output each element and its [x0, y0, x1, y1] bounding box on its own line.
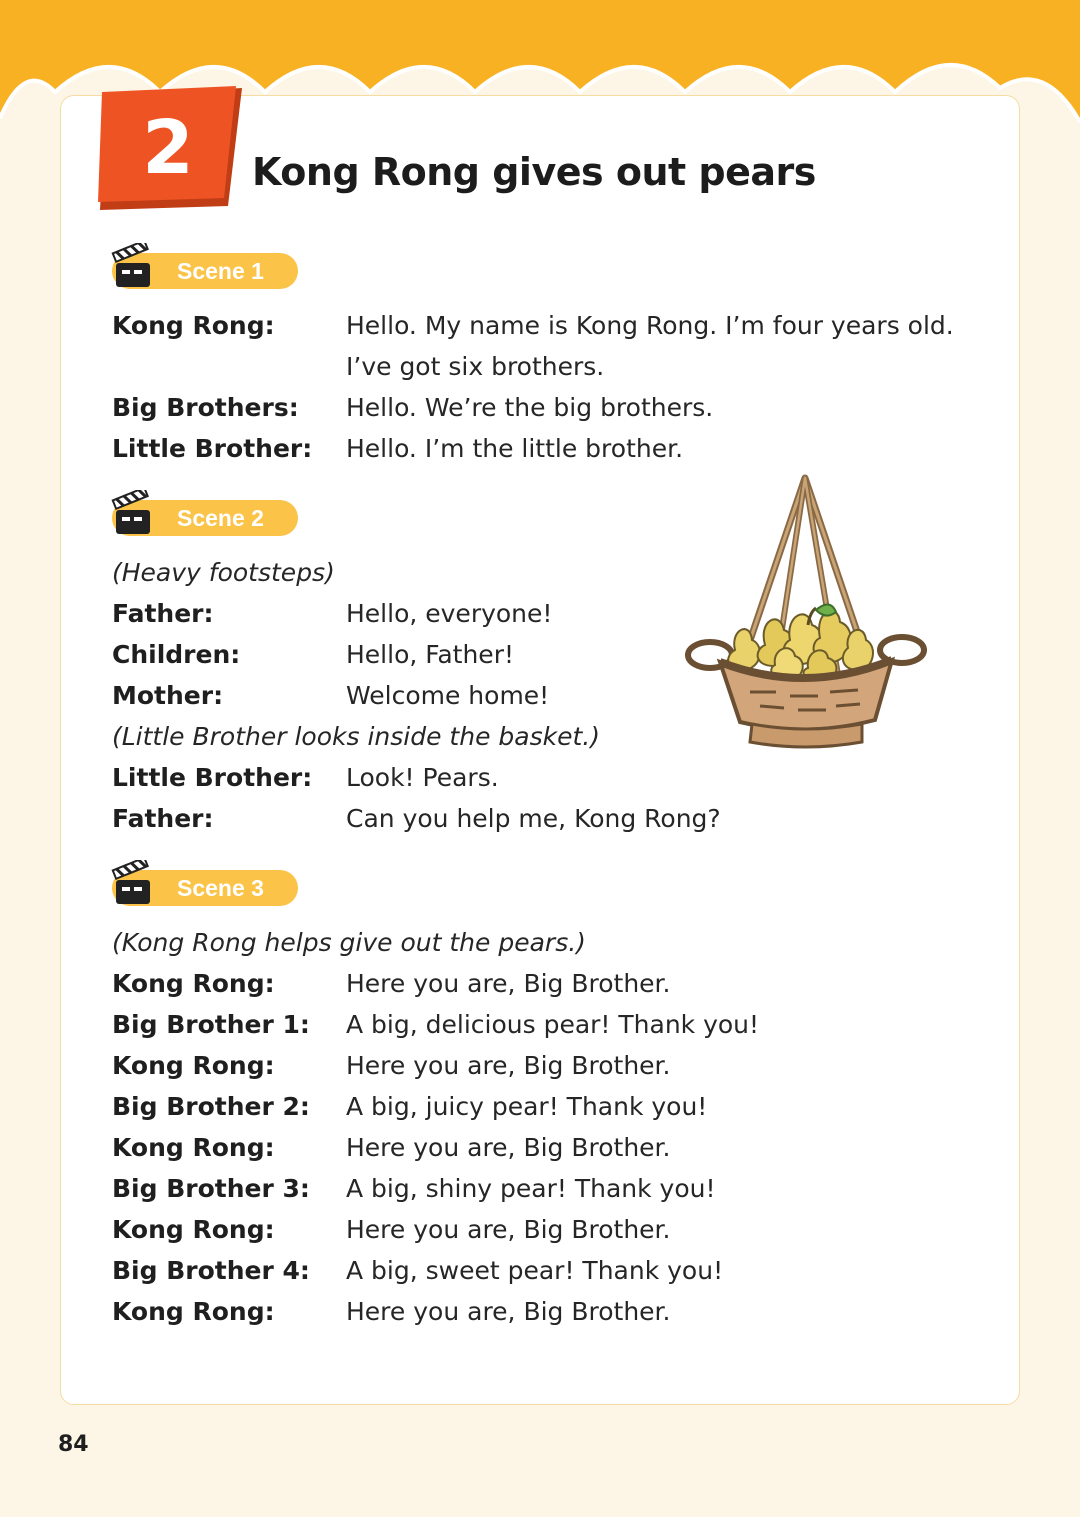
dialogue-line: Here you are, Big Brother. [346, 1051, 671, 1080]
dialogue-line: Hello. I’m the little brother. [346, 434, 684, 463]
dialogue-line: Here you are, Big Brother. [346, 1133, 671, 1162]
scene-3-label: Scene 3 [177, 875, 264, 901]
speaker-name: Little Brother: [112, 434, 313, 463]
lesson-title: Kong Rong gives out pears [252, 150, 816, 194]
scene-2-label: Scene 2 [177, 505, 264, 531]
dialogue-line: Here you are, Big Brother. [346, 1297, 671, 1326]
speaker-name: Kong Rong: [112, 1051, 275, 1080]
dialogue-line: Here you are, Big Brother. [346, 969, 671, 998]
dialogue-line: A big, shiny pear! Thank you! [346, 1174, 716, 1203]
stage-direction: (Little Brother looks inside the basket.) [112, 722, 600, 751]
speaker-name: Kong Rong: [112, 1297, 275, 1326]
speaker-name: Kong Rong: [112, 311, 275, 340]
dialogue-line: A big, juicy pear! Thank you! [346, 1092, 708, 1121]
speaker-name: Mother: [112, 681, 224, 710]
scene-3-pill [112, 870, 298, 906]
dialogue-line: Hello. My name is Kong Rong. I’m four years old. I’ve got six brothers. [346, 311, 954, 381]
page-number: 84 [58, 1432, 89, 1457]
speaker-name: Children: [112, 640, 241, 669]
dialogue-line: A big, delicious pear! Thank you! [346, 1010, 760, 1039]
speaker-name: Little Brother: [112, 763, 313, 792]
pear-basket-icon [680, 470, 930, 760]
scene-2-pill [112, 500, 298, 536]
speaker-name: Father: [112, 599, 214, 628]
lesson-number: 2 [142, 105, 194, 191]
speaker-name: Big Brother 4: [112, 1256, 310, 1285]
clapperboard-icon [108, 860, 158, 910]
dialogue-line: Hello, Father! [346, 640, 514, 669]
speaker-name: Big Brothers: [112, 393, 299, 422]
speaker-name: Big Brother 2: [112, 1092, 310, 1121]
dialogue-line: Look! Pears. [346, 763, 499, 792]
stage-direction: (Heavy footsteps) [112, 558, 335, 587]
stage-direction: (Kong Rong helps give out the pears.) [112, 928, 586, 957]
clapperboard-icon [108, 243, 158, 293]
speaker-name: Big Brother 1: [112, 1010, 310, 1039]
speaker-name: Kong Rong: [112, 1215, 275, 1244]
scene-1-pill [112, 253, 298, 289]
dialogue-line: A big, sweet pear! Thank you! [346, 1256, 724, 1285]
dialogue-line: Can you help me, Kong Rong? [346, 804, 721, 833]
dialogue-line: Here you are, Big Brother. [346, 1215, 671, 1244]
speaker-name: Kong Rong: [112, 1133, 275, 1162]
speaker-name: Father: [112, 804, 214, 833]
speaker-name: Kong Rong: [112, 969, 275, 998]
speaker-name: Big Brother 3: [112, 1174, 310, 1203]
dialogue-line: Welcome home! [346, 681, 550, 710]
clapperboard-icon [108, 490, 158, 540]
scene-1-label: Scene 1 [177, 258, 264, 284]
dialogue-line: Hello. We’re the big brothers. [346, 393, 714, 422]
dialogue-line: Hello, everyone! [346, 599, 553, 628]
